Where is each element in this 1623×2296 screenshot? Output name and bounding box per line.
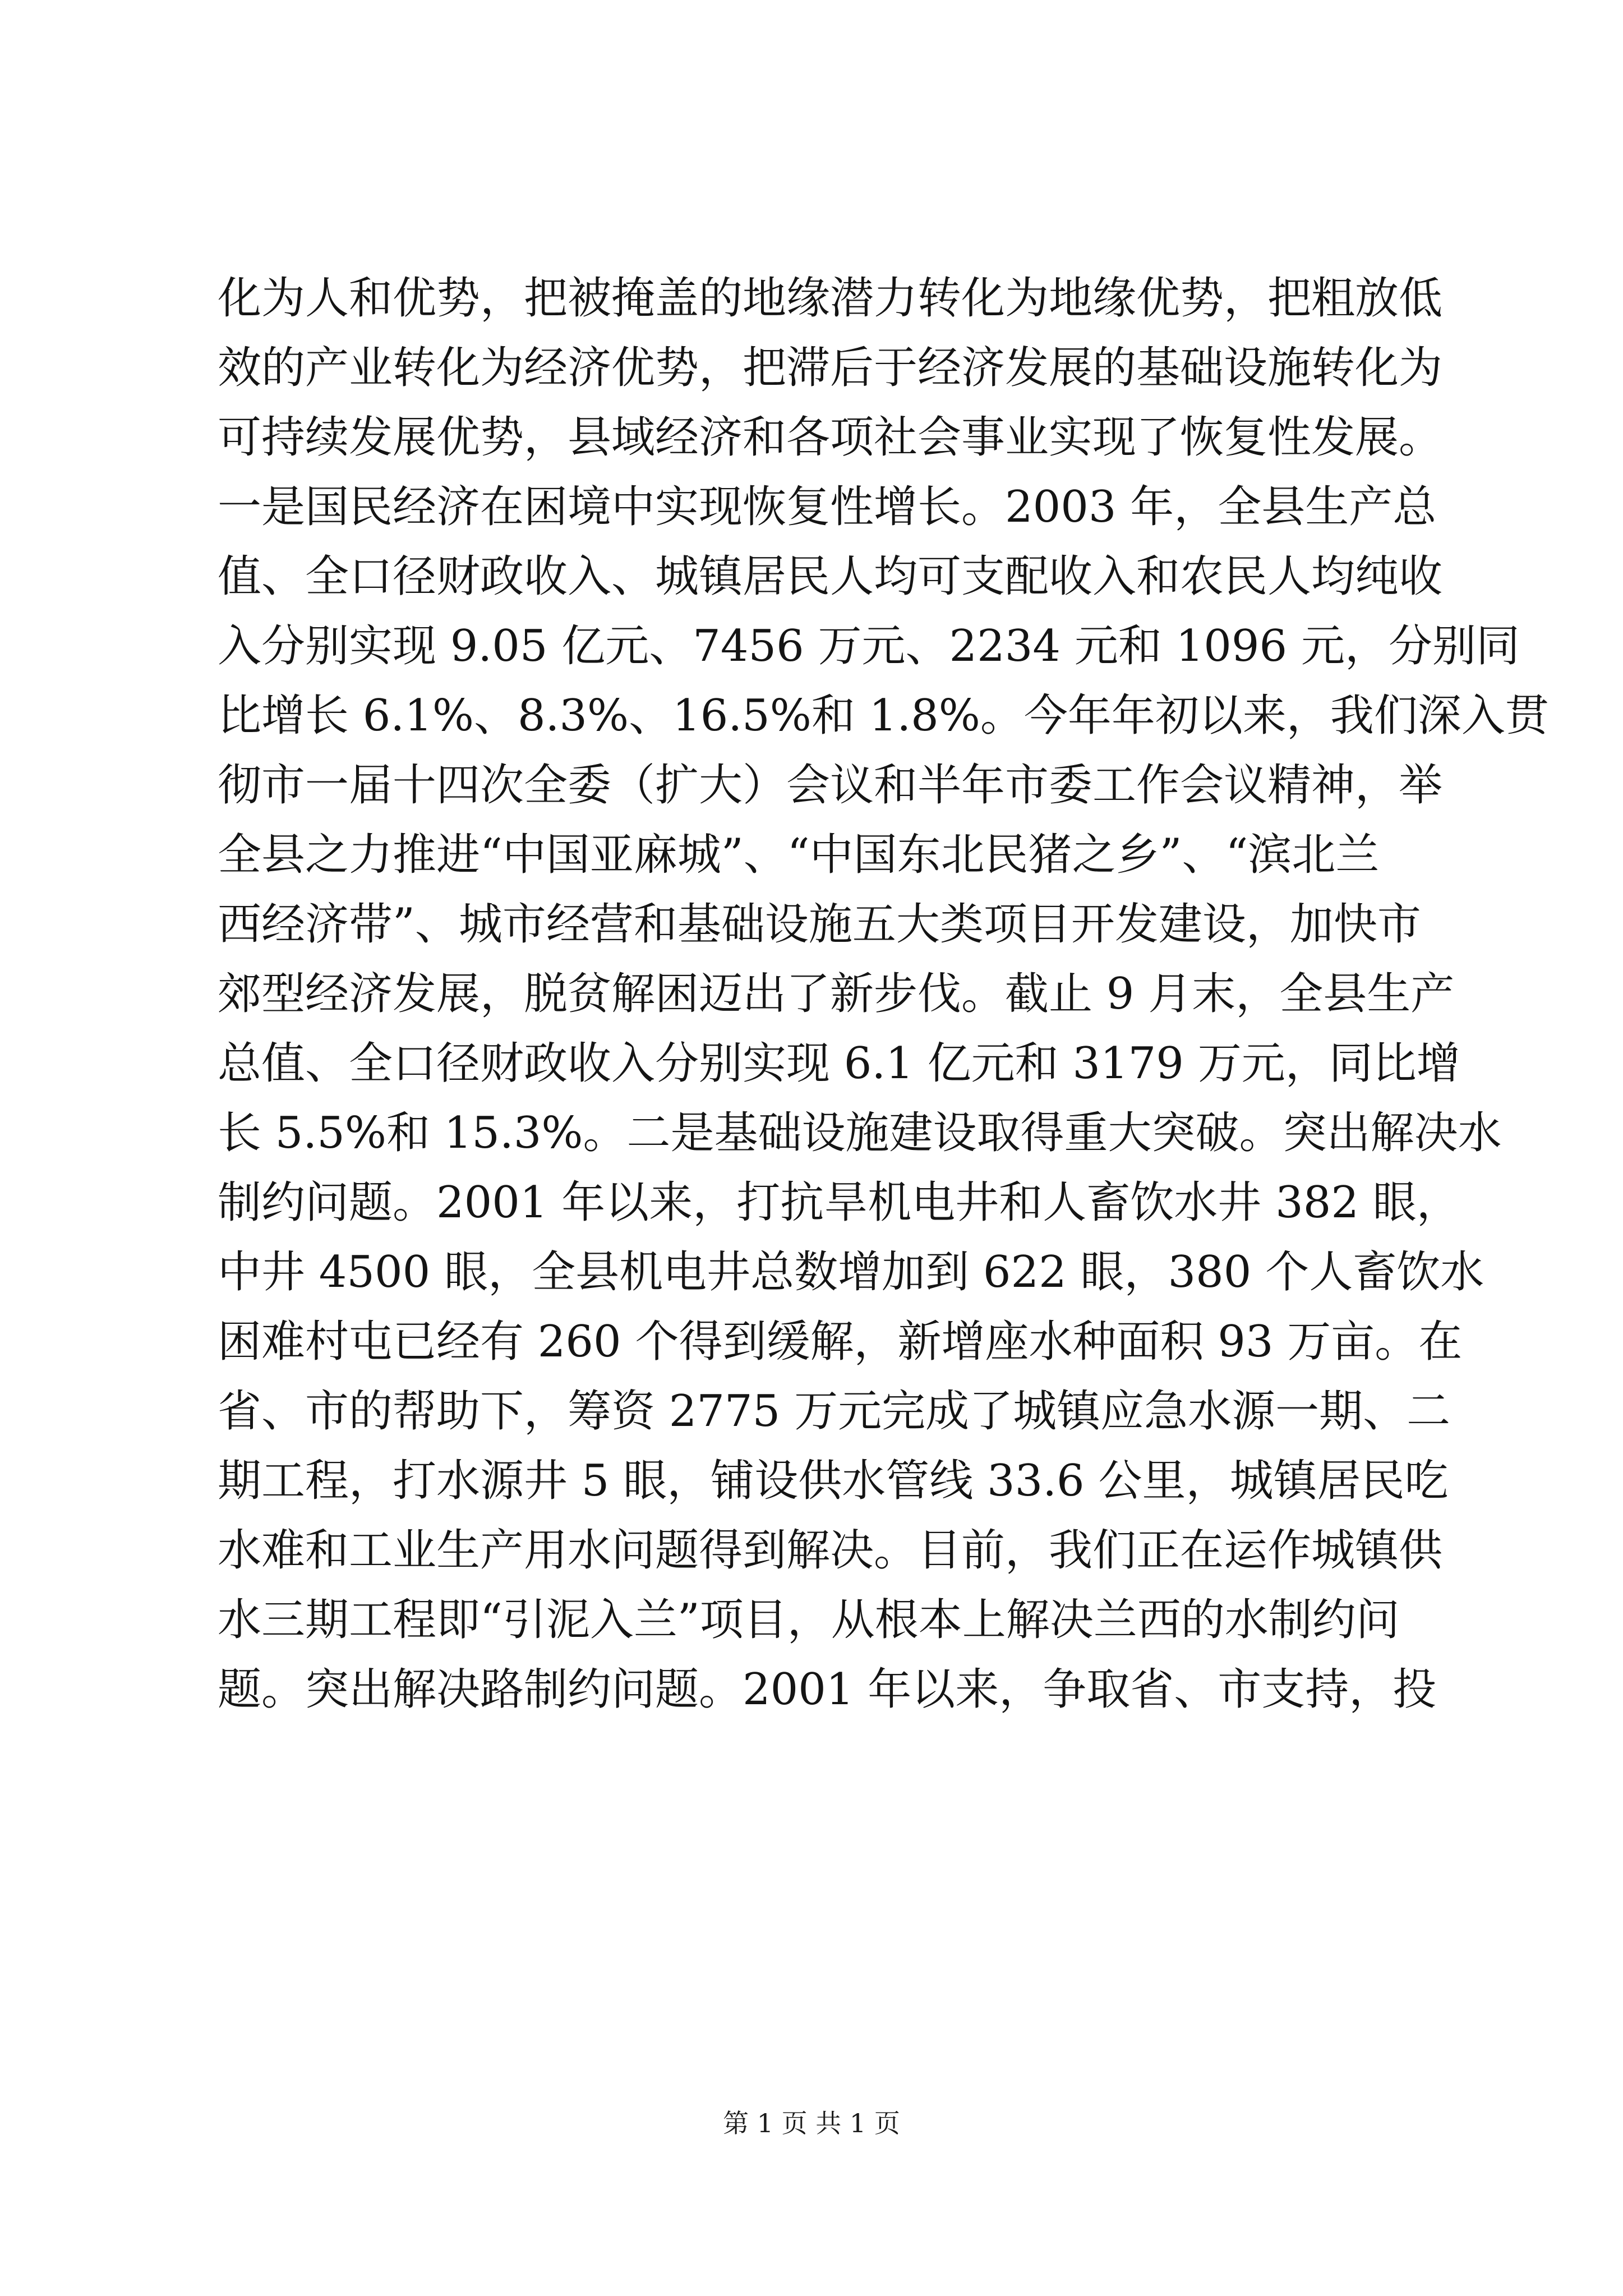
text-line: 比增长 6.1%、8.3%、16.5%和 1.8%。今年年初以来，我们深入贯 <box>218 691 1549 741</box>
text-line: 值、全口径财政收入、城镇居民人均可支配收入和农民人均纯收 <box>218 551 1443 602</box>
text-line: 题。突出解决路制约问题。2001 年以来，争取省、市支持，投 <box>218 1664 1437 1715</box>
text-line: 困难村屯已经有 260 个得到缓解，新增座水种面积 93 万亩。在 <box>218 1317 1463 1367</box>
text-line: 中井 4500 眼，全县机电井总数增加到 622 眼，380 个人畜饮水 <box>218 1247 1484 1297</box>
text-line: 郊型经济发展，脱贫解困迈出了新步伐。截止 9 月末，全县生产 <box>218 969 1455 1019</box>
text-line: 水三期工程即“引泥入兰”项目，从根本上解决兰西的水制约问 <box>218 1595 1400 1645</box>
text-line: 长 5.5%和 15.3%。二是基础设施建设取得重大突破。突出解决水 <box>218 1108 1502 1158</box>
text-line: 效的产业转化为经济优势，把滞后于经济发展的基础设施转化为 <box>218 343 1443 393</box>
text-line: 可持续发展优势，县域经济和各项社会事业实现了恢复性发展。 <box>218 412 1443 463</box>
text-line: 省、市的帮助下，筹资 2775 万元完成了城镇应急水源一期、二 <box>218 1386 1451 1437</box>
page-footer: 第 1 页 共 1 页 <box>723 2108 900 2138</box>
text-line: 入分别实现 9.05 亿元、7456 万元、2234 元和 1096 元，分别同 <box>218 621 1520 671</box>
text-line: 总值、全口径财政收入分别实现 6.1 亿元和 3179 万元，同比增 <box>218 1038 1460 1089</box>
text-line: 期工程，打水源井 5 眼，铺设供水管线 33.6 公里，城镇居民吃 <box>218 1456 1449 1506</box>
text-line: 西经济带”、城市经营和基础设施五大类项目开发建设，加快市 <box>218 899 1421 950</box>
text-line: 彻市一届十四次全委（扩大）会议和半年市委工作会议精神，举 <box>218 760 1443 811</box>
body-text <box>218 264 1549 1724</box>
text-line: 制约问题。2001 年以来，打抗旱机电井和人畜饮水井 382 眼， <box>218 1177 1460 1228</box>
text-line: 一是国民经济在困境中实现恢复性增长。2003 年，全县生产总 <box>218 482 1437 532</box>
text-line: 全县之力推进“中国亚麻城”、“中国东北民猪之乡”、“滨北兰 <box>218 830 1380 880</box>
text-line: 水难和工业生产用水问题得到解决。目前，我们正在运作城镇供 <box>218 1525 1443 1576</box>
text-line: 化为人和优势，把被掩盖的地缘潜力转化为地缘优势，把粗放低 <box>218 273 1443 324</box>
